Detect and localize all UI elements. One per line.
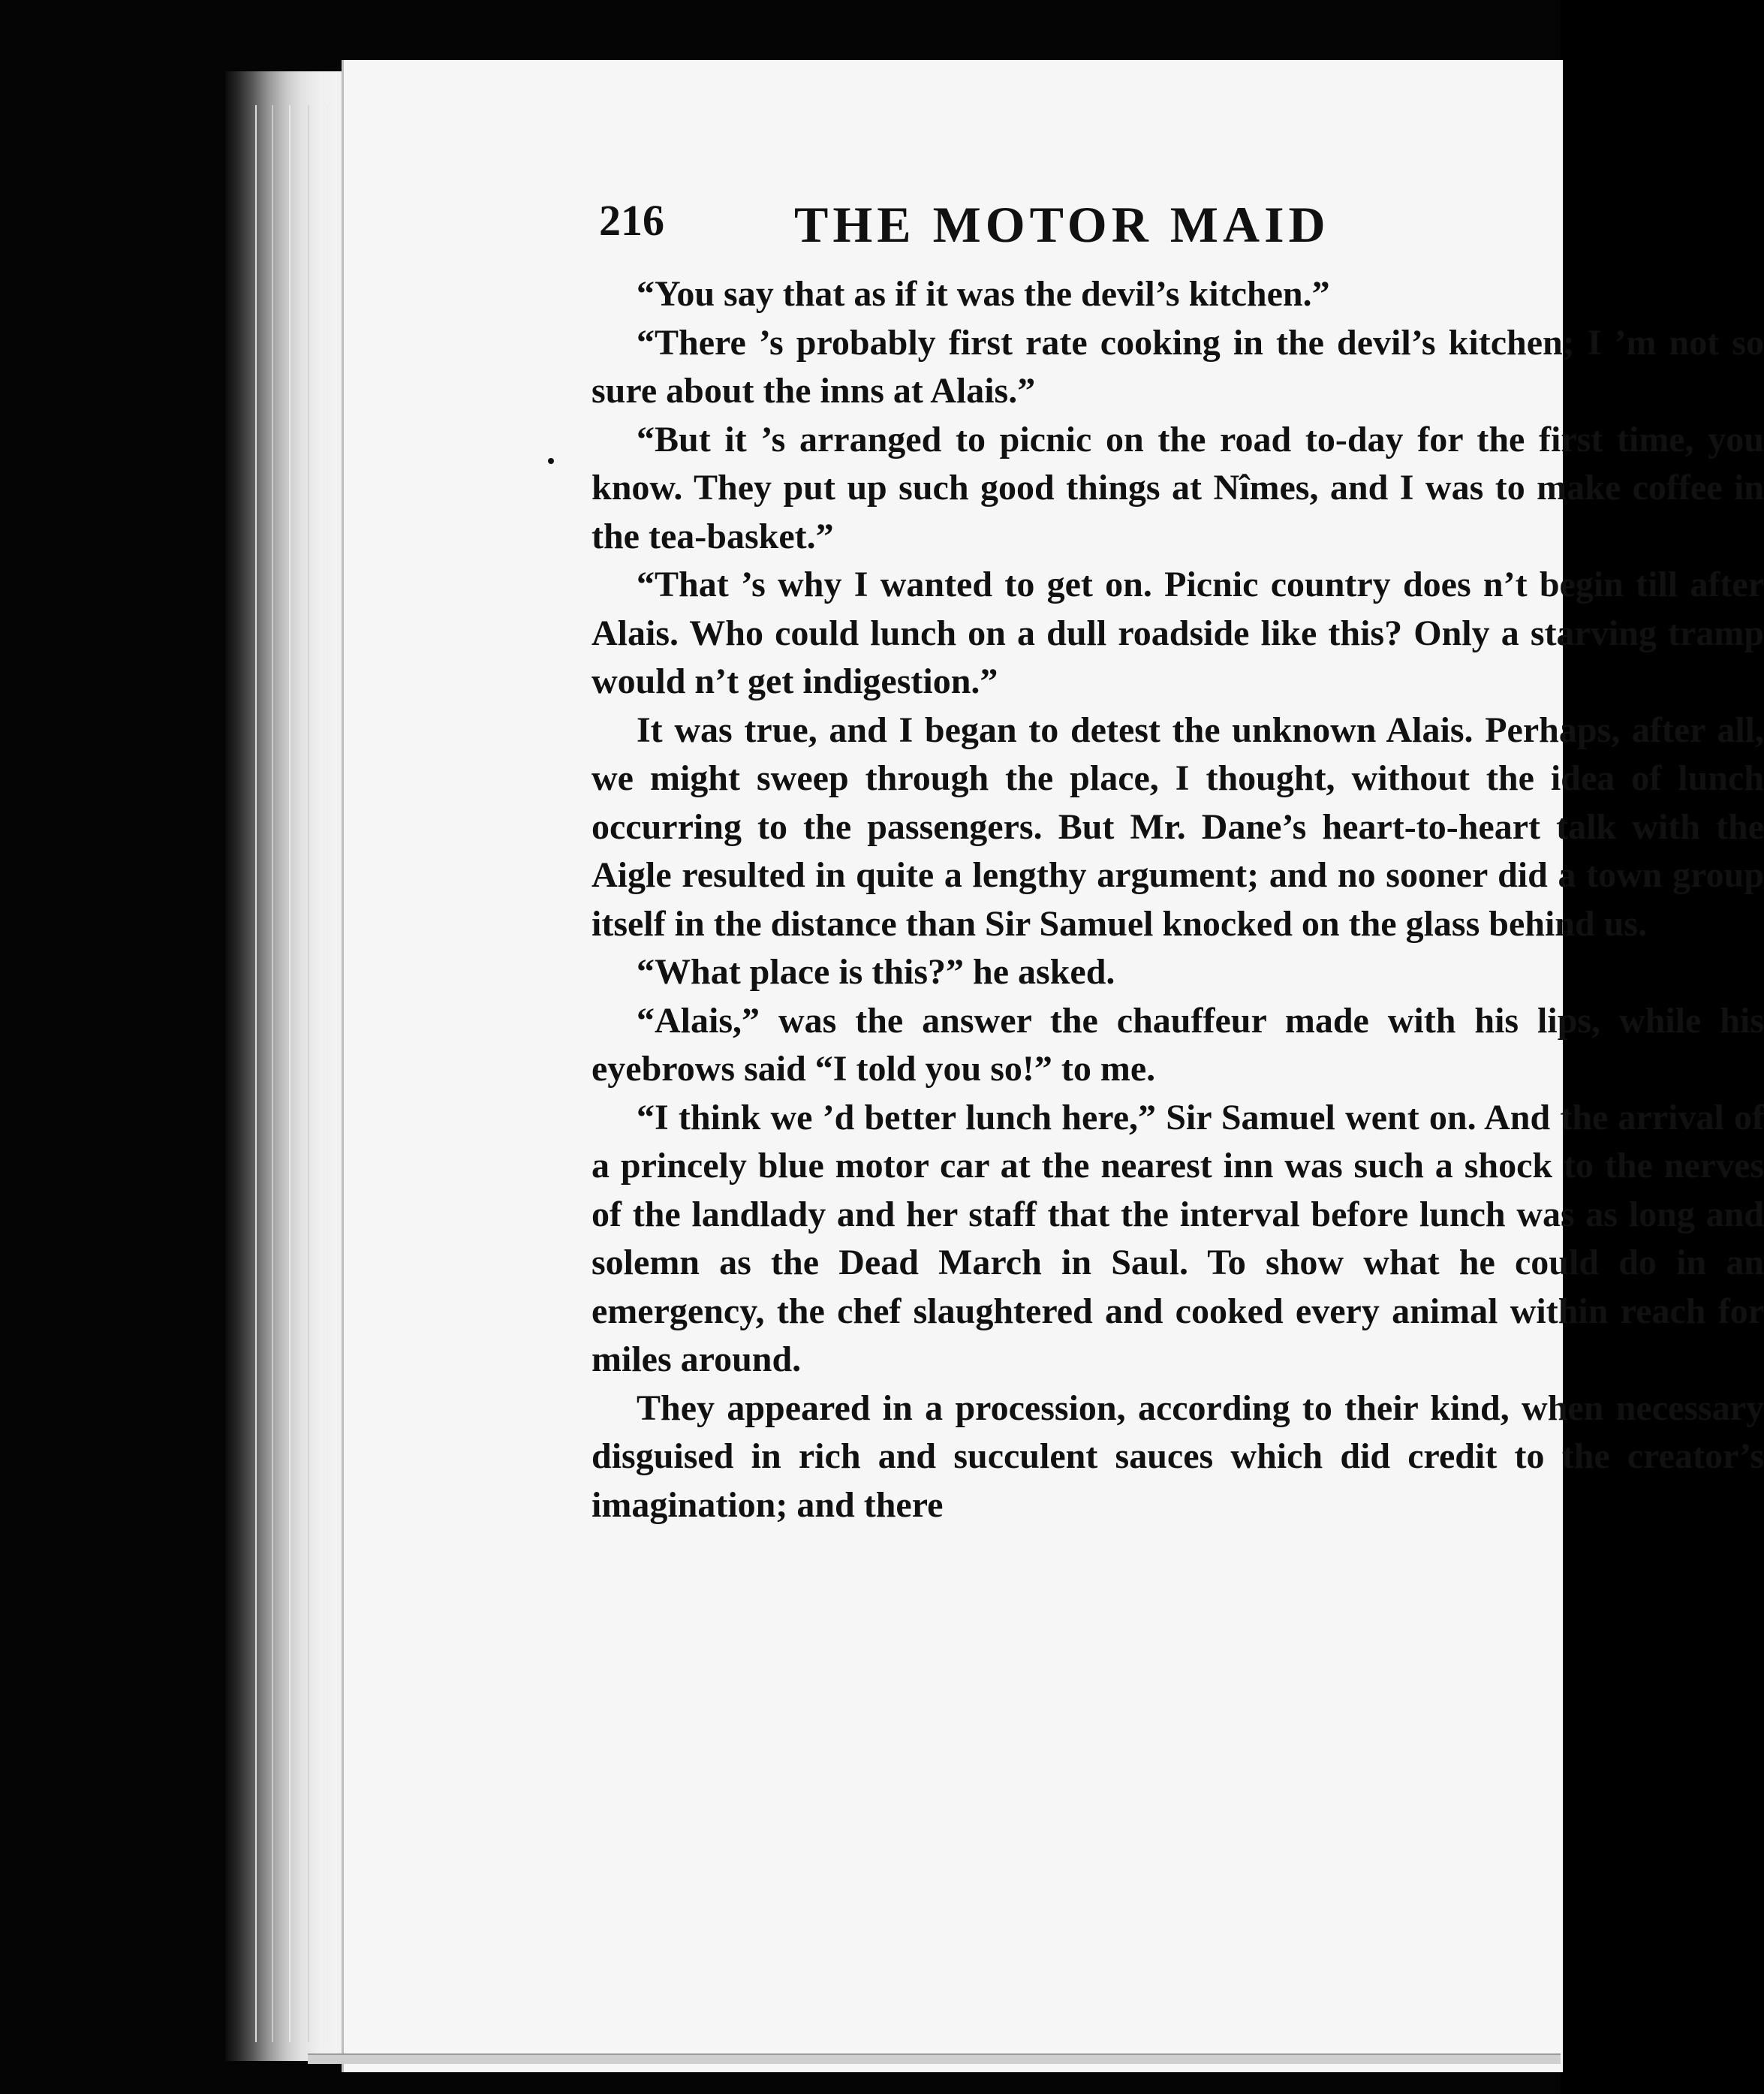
- book-page-edges: [225, 71, 353, 2061]
- ink-speck: [548, 458, 554, 464]
- page-header: [599, 195, 1725, 263]
- paragraph: It was true, and I began to detest the unknown Alais. Perhaps, after all, we might sweep through the place, I thought, without the idea of lunch occurring to the passengers. But Mr. Dane’s heart-to-heart talk with the Aigle resulted in quite a lengthy argument; and no sooner did a town group itself in the distance than Sir Samuel knocked on the glass behind us.: [592, 710, 1764, 944]
- paragraph: “I think we ’d better lunch here,” Sir Samuel went on. And the arrival of a princely blue motor car at the nearest inn was such a shock to the nerves of the landlady and her staff that the interval before lunch was as long and solemn as the Dead March in Saul. To show what he could do in an emergency, the chef slaughtered and cooked every animal within reach for miles around.: [592, 1097, 1764, 1379]
- paragraph: “Alais,” was the answer the chauffeur made with his lips, while his eyebrows said “I told you so!” to me.: [592, 1000, 1764, 1089]
- paragraph: “There ’s probably first rate cooking in the devil’s kitchen; I ’m not so sure about the inns at Alais.”: [592, 322, 1764, 411]
- book-page: [342, 60, 1764, 2072]
- paragraph: “What place is this?” he asked.: [637, 952, 1115, 992]
- body-text: [592, 270, 1764, 1529]
- page-bottom-edge: [308, 2053, 1561, 2064]
- page-stack-lines: [255, 105, 257, 2042]
- page-number: 216: [599, 196, 664, 245]
- paragraph: “You say that as if it was the devil’s kitchen.”: [637, 274, 1330, 314]
- running-title: THE MOTOR MAID: [794, 196, 1330, 253]
- paragraph: “But it ’s arranged to picnic on the road to-day for the first time, you know. They put up such good things at Nîmes, and I was to make coffee in the tea-basket.”: [592, 419, 1764, 556]
- paragraph: “That ’s why I wanted to get on. Picnic country does n’t begin till after Alais. Who could lunch on a dull roadside like this? Only a starving tramp would n’t get indigestion.”: [592, 565, 1764, 701]
- paragraph: They appeared in a procession, according to their kind, when necessary disguised in rich and succulent sauces which did credit to the creator’s imagination; and there: [592, 1387, 1764, 1525]
